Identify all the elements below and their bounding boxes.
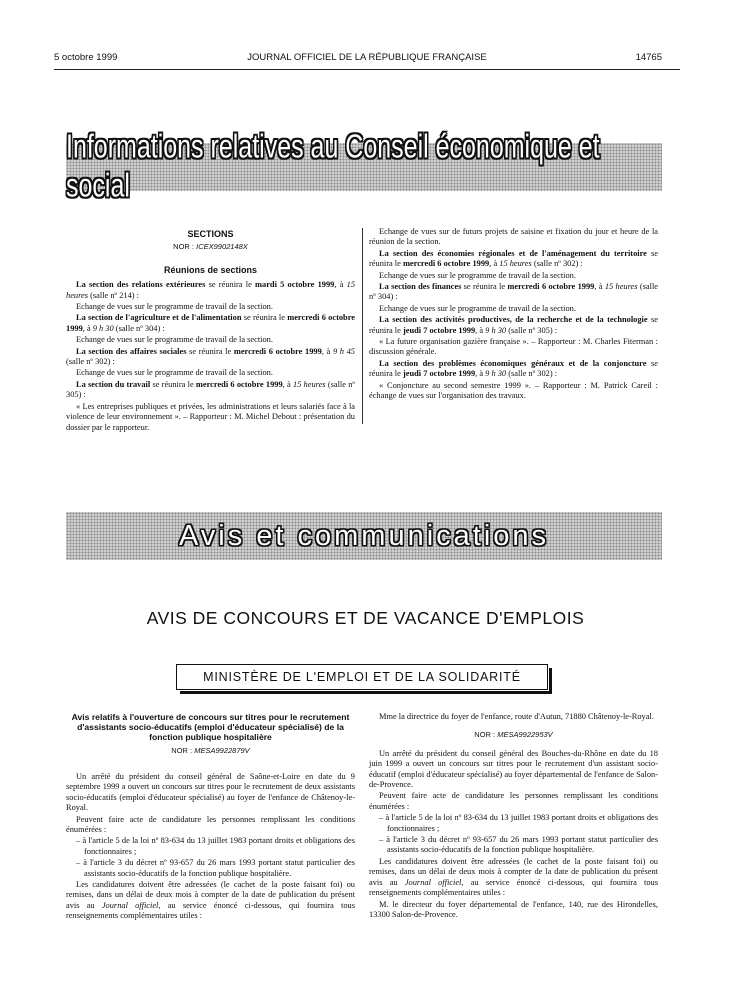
paragraph: Mme la directrice du foyer de l'enfance, route d'Autun, 71880 Châtenoy-le-Royal.	[379, 712, 654, 721]
header-page-number: 14765	[635, 52, 662, 63]
notice-title: Avis relatifs à l'ouverture de concours sur titres pour le recrutement d'assistants socio-éducatifs (emploi d'éducateur spécialisé) de la fonction publique hospitalière	[71, 712, 350, 743]
paragraph: Echange de vues sur le programme de travail de la section.	[76, 368, 273, 378]
nor-number: ICEX9902148X	[196, 242, 248, 252]
banner-conseil-text: Informations relatives au Conseil économique et social	[66, 127, 600, 205]
sections-subtitle: Réunions de sections	[163, 264, 258, 275]
paragraph: Peuvent faire acte de candidature les personnes remplissant les conditions énumérées :	[66, 814, 355, 835]
paragraph: Peuvent faire acte de candidature les personnes remplissant les conditions énumérées :	[369, 791, 658, 811]
paragraph: La section des finances se réunira le mercredi 6 octobre 1999, à 15 heures (salle nº 304) :	[369, 282, 658, 302]
avis-heading: AVIS DE CONCOURS ET DE VACANCE D'EMPLOIS	[146, 608, 585, 628]
paragraph: « Les entreprises publiques et privées, les administrations et leurs salariés face à la violence de leur environnement ». – Rapporteur : M. Michel Debout : présentation du dossier par le rapporteur.	[66, 401, 355, 432]
nor-number: MESA9922953V	[497, 730, 553, 740]
paragraph: La section des activités productives, de la recherche et de la technologie se réunira le jeudi 7 octobre 1999, à 9 h 30 (salle nº 305) :	[369, 315, 658, 335]
nor-label: NOR :	[171, 745, 193, 755]
paragraph: Echange de vues sur de futurs projets de saisine et fixation du jour et heure de la réunion de la section.	[369, 227, 658, 247]
header-rule	[54, 69, 680, 70]
banner-avis-text: Avis et communications	[178, 519, 550, 552]
nor-label: NOR :	[173, 242, 195, 252]
paragraph: M. le directeur du foyer départemental de l'enfance, 140, rue des Hirondelles, 13300 Salon-de-Provence.	[369, 899, 658, 919]
ministry-title: MINISTÈRE DE L'EMPLOI ET DE LA SOLIDARITÉ	[203, 670, 521, 684]
sections-column-right	[369, 227, 658, 403]
header-date: 5 octobre 1999	[54, 52, 118, 63]
page-header	[54, 50, 680, 66]
list-item: – à l'article 5 de la loi nº 83-634 du 13 juillet 1983 portant droits et obligations des fonctionnaires ;	[379, 813, 658, 833]
paragraph: Echange de vues sur le programme de travail de la section.	[379, 303, 576, 313]
notice-nor-1	[66, 746, 355, 756]
paragraph: La section de l'agriculture et de l'alimentation se réunira le mercredi 6 octobre 1999, à 9 h 30 (salle nº 304) :	[66, 313, 355, 333]
sections-nor	[66, 242, 355, 252]
list-item: – à l'article 3 du décret nº 93-657 du 26 mars 1993 portant statut particulier des assistants socio-éducatifs de la fonction publique hospitalière.	[379, 835, 658, 855]
paragraph: « Conjoncture au second semestre 1999 ». – Rapporteur : M. Patrick Careil : échange de vues sur l'organisation des travaux.	[369, 380, 658, 401]
paragraph: Les candidatures doivent être adressées (le cachet de la poste faisant foi) ou remises, dans un délai de deux mois à compter de la date de publication du présent avis au Journal officiel, au service énoncé ci-dessous, qui fournira tous renseignements complémentaires utiles :	[369, 856, 658, 898]
notice-nor-2	[369, 730, 658, 740]
paragraph: « La future organisation gazière française ». – Rapporteur : M. Charles Fiterman : discussion générale.	[369, 337, 658, 357]
nor-number: MESA9922879V	[194, 745, 250, 755]
ministry-box	[176, 664, 548, 690]
sections-column-left	[66, 227, 355, 434]
paragraph: Un arrêté du président du conseil général des Bouches-du-Rhône en date du 18 juin 1999 a ouvert un concours sur titres pour le recrutement d'un assistant socio-éducatif (emploi d'éducateur spécialisé) au foyer départemental de l'enfance de Salon-de-Provence.	[369, 748, 658, 790]
paragraph: Echange de vues sur le programme de travail de la section.	[76, 335, 273, 345]
list-item: – à l'article 5 de la loi nº 83-634 du 13 juillet 1983 portant droits et obligations des fonctionnaires ;	[76, 836, 355, 856]
paragraph: Les candidatures doivent être adressées (le cachet de la poste faisant foi) ou remises, dans un délai de deux mois à compter de la date de publication du présent avis au Journal officiel, au service énoncé ci-dessous, qui fournira tous renseignements complémentaires utiles :	[66, 880, 355, 921]
list-item: – à l'article 3 du décret nº 93-657 du 26 mars 1993 portant statut particulier des assistants socio-éducatifs de la fonction publique hospitalière.	[76, 858, 355, 878]
paragraph: La section des relations extérieures se réunira le mardi 5 octobre 1999, à 15 heures (salle nº 214) :	[66, 280, 355, 300]
notice-column-left	[66, 712, 355, 923]
paragraph: Un arrêté du président du conseil général de Saône-et-Loire en date du 9 septembre 1999 a ouvert un concours sur titres pour le recrutement de deux assistants socio-éducatifs (emploi d'éducateur spécialisé) au foyer de l'enfance de Châtenoy-le-Royal.	[66, 772, 355, 813]
column-divider	[362, 228, 363, 424]
header-journal-title: JOURNAL OFFICIEL DE LA RÉPUBLIQUE FRANÇAISE	[247, 52, 487, 63]
paragraph: La section des problèmes économiques généraux et de la conjoncture se réunira le jeudi 7 octobre 1999, à 9 h 30 (salle nº 302) :	[369, 358, 658, 379]
nor-label: NOR :	[474, 730, 496, 740]
banner-avis-communications	[66, 512, 662, 560]
notice-column-right	[369, 712, 658, 921]
paragraph: La section du travail se réunira le mercredi 6 octobre 1999, à 15 heures (salle nº 305) :	[66, 379, 355, 400]
banner-conseil-economique	[66, 127, 662, 205]
paragraph: Echange de vues sur le programme de travail de la section.	[76, 302, 273, 312]
paragraph: Echange de vues sur le programme de travail de la section.	[379, 270, 576, 280]
sections-title: SECTIONS	[187, 229, 234, 239]
paragraph: La section des affaires sociales se réunira le mercredi 6 octobre 1999, à 9 h 45 (salle nº 302) :	[66, 346, 355, 367]
paragraph: La section des économies régionales et de l'aménagement du territoire se réunira le mercredi 6 octobre 1999, à 15 heures (salle nº 302) :	[369, 248, 658, 269]
